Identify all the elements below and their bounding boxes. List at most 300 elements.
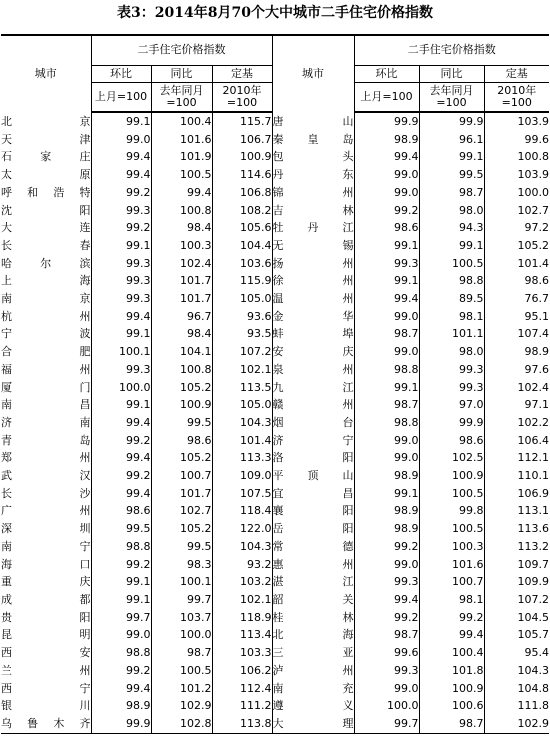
table-row [1, 485, 549, 503]
left-mom-cell: 99.4 [91, 449, 151, 467]
left-city-cell: 郑州 [1, 451, 91, 465]
left-fixed-cell: 104.3 [212, 538, 272, 556]
right-yoy-cell: 101.8 [419, 662, 484, 680]
right-yoy-cell: 94.3 [419, 219, 484, 237]
left-mom-cell: 99.1 [91, 237, 151, 255]
column-header-yoy: 同比 [419, 65, 484, 82]
right-mom-cell: 98.9 [354, 467, 419, 485]
left-yoy-cell: 101.7 [151, 272, 212, 290]
left-city-cell: 呼和浩特 [1, 185, 91, 199]
column-subheader-yoy-base: 去年同月=100 [419, 82, 484, 112]
right-mom-cell: 98.8 [354, 414, 419, 432]
right-yoy-cell: 100.5 [419, 485, 484, 503]
right-fixed-cell: 100.8 [484, 148, 549, 166]
left-city-cell: 南宁 [1, 539, 91, 553]
left-yoy-cell: 105.2 [151, 520, 212, 538]
table-row [1, 219, 549, 237]
table-row [1, 379, 549, 397]
table-row [1, 361, 549, 379]
left-city-cell: 兰州 [1, 663, 91, 677]
right-mom-cell: 99.1 [354, 485, 419, 503]
right-yoy-cell: 99.4 [419, 626, 484, 644]
left-fixed-cell: 93.6 [212, 308, 272, 326]
right-fixed-cell: 113.6 [484, 520, 549, 538]
left-mom-cell: 99.3 [91, 272, 151, 290]
table-row [1, 290, 549, 308]
right-city-cell: 韶关 [272, 591, 354, 609]
right-city-cell: 桂林 [272, 609, 354, 627]
left-fixed-cell: 105.0 [212, 290, 272, 308]
table-row [1, 538, 549, 556]
table-row [1, 202, 549, 220]
right-fixed-cell: 111.8 [484, 697, 549, 715]
right-yoy-cell: 99.9 [419, 112, 484, 131]
left-fixed-cell: 100.9 [212, 148, 272, 166]
right-yoy-cell: 97.0 [419, 396, 484, 414]
right-yoy-cell: 98.7 [419, 184, 484, 202]
right-yoy-cell: 100.5 [419, 520, 484, 538]
column-header-group: 二手住宅价格指数 [91, 35, 272, 65]
left-mom-cell: 99.1 [91, 396, 151, 414]
left-mom-cell: 99.2 [91, 556, 151, 574]
right-fixed-cell: 101.4 [484, 255, 549, 273]
left-mom-cell: 99.2 [91, 219, 151, 237]
left-mom-cell: 99.3 [91, 202, 151, 220]
column-header-fixed: 定基 [212, 65, 272, 82]
left-city-cell: 济南 [1, 415, 91, 429]
left-city-cell: 南昌 [1, 398, 91, 412]
left-yoy-cell: 100.0 [151, 626, 212, 644]
left-city-cell: 大连 [1, 221, 91, 235]
right-city-cell: 三亚 [272, 644, 354, 662]
right-yoy-cell: 101.1 [419, 325, 484, 343]
left-mom-cell: 99.1 [91, 591, 151, 609]
right-fixed-cell: 107.4 [484, 325, 549, 343]
left-fixed-cell: 106.7 [212, 131, 272, 149]
left-city-cell: 石家庄 [1, 150, 91, 164]
left-yoy-cell: 98.7 [151, 644, 212, 662]
right-fixed-cell: 103.9 [484, 112, 549, 131]
left-fixed-cell: 93.2 [212, 556, 272, 574]
left-fixed-cell: 113.3 [212, 449, 272, 467]
left-city-cell: 青岛 [1, 433, 91, 447]
left-yoy-cell: 100.1 [151, 573, 212, 591]
right-mom-cell: 98.9 [354, 502, 419, 520]
left-fixed-cell: 111.2 [212, 697, 272, 715]
left-mom-cell: 99.2 [91, 467, 151, 485]
right-yoy-cell: 89.5 [419, 290, 484, 308]
right-city-cell: 秦皇岛 [272, 131, 354, 149]
left-city-cell: 贵阳 [1, 610, 91, 624]
left-yoy-cell: 100.5 [151, 662, 212, 680]
right-mom-cell: 99.3 [354, 255, 419, 273]
left-city-cell: 昆明 [1, 628, 91, 642]
table-row [1, 697, 549, 715]
left-yoy-cell: 102.8 [151, 715, 212, 733]
left-fixed-cell: 115.9 [212, 272, 272, 290]
right-city-cell: 常德 [272, 538, 354, 556]
right-yoy-cell: 100.7 [419, 573, 484, 591]
right-fixed-cell: 110.1 [484, 467, 549, 485]
left-city-cell: 海口 [1, 557, 91, 571]
left-mom-cell: 99.0 [91, 131, 151, 149]
left-fixed-cell: 122.0 [212, 520, 272, 538]
left-yoy-cell: 105.2 [151, 379, 212, 397]
right-mom-cell: 99.7 [354, 715, 419, 733]
left-city-cell: 北京 [1, 114, 91, 128]
left-fixed-cell: 113.5 [212, 379, 272, 397]
left-city-cell: 天津 [1, 132, 91, 146]
table-row [1, 715, 549, 733]
left-city-cell: 杭州 [1, 309, 91, 323]
right-mom-cell: 99.1 [354, 237, 419, 255]
left-fixed-cell: 105.6 [212, 219, 272, 237]
right-mom-cell: 99.1 [354, 272, 419, 290]
left-city-cell: 福州 [1, 362, 91, 376]
left-yoy-cell: 100.4 [151, 112, 212, 131]
right-mom-cell: 99.1 [354, 379, 419, 397]
right-mom-cell: 99.0 [354, 308, 419, 326]
table-title: 表3：2014年8月70个大中城市二手住宅价格指数 [117, 5, 433, 21]
left-fixed-cell: 114.6 [212, 166, 272, 184]
right-mom-cell: 99.0 [354, 449, 419, 467]
left-yoy-cell: 101.2 [151, 680, 212, 698]
left-fixed-cell: 101.4 [212, 432, 272, 450]
left-yoy-cell: 105.2 [151, 449, 212, 467]
right-city-cell: 丹东 [272, 166, 354, 184]
left-mom-cell: 99.2 [91, 432, 151, 450]
right-city-cell: 锦州 [272, 184, 354, 202]
table-row [1, 131, 549, 149]
left-fixed-cell: 102.1 [212, 361, 272, 379]
left-yoy-cell: 98.6 [151, 432, 212, 450]
left-mom-cell: 99.4 [91, 485, 151, 503]
left-yoy-cell: 102.9 [151, 697, 212, 715]
right-city-cell: 蚌埠 [272, 325, 354, 343]
left-mom-cell: 99.2 [91, 184, 151, 202]
left-fixed-cell: 103.6 [212, 255, 272, 273]
column-subheader-yoy-base: 去年同月=100 [151, 82, 212, 112]
left-yoy-cell: 99.5 [151, 414, 212, 432]
right-city-cell: 温州 [272, 290, 354, 308]
right-mom-cell: 99.3 [354, 662, 419, 680]
left-yoy-cell: 99.5 [151, 538, 212, 556]
left-city-cell: 银川 [1, 699, 91, 713]
left-yoy-cell: 99.4 [151, 184, 212, 202]
right-yoy-cell: 99.1 [419, 237, 484, 255]
left-mom-cell: 99.3 [91, 290, 151, 308]
left-mom-cell: 99.2 [91, 662, 151, 680]
right-city-cell: 包头 [272, 148, 354, 166]
left-fixed-cell: 104.4 [212, 237, 272, 255]
table-row [1, 626, 549, 644]
right-fixed-cell: 102.9 [484, 715, 549, 733]
right-mom-cell: 99.4 [354, 290, 419, 308]
right-fixed-cell: 102.4 [484, 379, 549, 397]
right-fixed-cell: 105.7 [484, 626, 549, 644]
left-fixed-cell: 113.4 [212, 626, 272, 644]
left-fixed-cell: 103.2 [212, 573, 272, 591]
right-fixed-cell: 113.1 [484, 502, 549, 520]
right-mom-cell: 99.0 [354, 166, 419, 184]
left-mom-cell: 99.1 [91, 325, 151, 343]
right-yoy-cell: 98.6 [419, 432, 484, 450]
left-mom-cell: 99.3 [91, 255, 151, 273]
left-yoy-cell: 104.1 [151, 343, 212, 361]
table-row [1, 680, 549, 698]
right-yoy-cell: 101.6 [419, 556, 484, 574]
table-row [1, 432, 549, 450]
column-header-mom: 环比 [354, 65, 419, 82]
left-fixed-cell: 109.0 [212, 467, 272, 485]
column-subheader-mom-base: 上月=100 [91, 82, 151, 112]
left-mom-cell: 98.8 [91, 538, 151, 556]
right-fixed-cell: 104.8 [484, 680, 549, 698]
right-fixed-cell: 105.2 [484, 237, 549, 255]
left-yoy-cell: 98.3 [151, 556, 212, 574]
left-mom-cell: 99.4 [91, 308, 151, 326]
right-yoy-cell: 98.1 [419, 308, 484, 326]
column-header-yoy: 同比 [151, 65, 212, 82]
left-yoy-cell: 101.6 [151, 131, 212, 149]
table-row [1, 325, 549, 343]
right-yoy-cell: 98.7 [419, 715, 484, 733]
left-city-cell: 西安 [1, 646, 91, 660]
column-header-mom: 环比 [91, 65, 151, 82]
right-city-cell: 襄阳 [272, 502, 354, 520]
right-mom-cell: 98.8 [354, 361, 419, 379]
left-fixed-cell: 113.8 [212, 715, 272, 733]
right-yoy-cell: 96.1 [419, 131, 484, 149]
column-subheader-fixed-base: 2010年=100 [212, 82, 272, 112]
right-fixed-cell: 97.6 [484, 361, 549, 379]
right-city-cell: 泉州 [272, 361, 354, 379]
right-city-cell: 烟台 [272, 414, 354, 432]
right-city-cell: 惠州 [272, 556, 354, 574]
left-mom-cell: 98.6 [91, 502, 151, 520]
left-mom-cell: 99.5 [91, 520, 151, 538]
left-fixed-cell: 115.7 [212, 112, 272, 131]
housing-price-index-table [1, 34, 549, 734]
table-row [1, 502, 549, 520]
left-fixed-cell: 102.1 [212, 591, 272, 609]
left-fixed-cell: 118.9 [212, 609, 272, 627]
right-fixed-cell: 106.4 [484, 432, 549, 450]
table-row [1, 414, 549, 432]
table-row [1, 184, 549, 202]
right-city-cell: 唐山 [272, 112, 354, 131]
right-mom-cell: 99.6 [354, 644, 419, 662]
right-city-cell: 安庆 [272, 343, 354, 361]
right-city-cell: 泸州 [272, 662, 354, 680]
right-mom-cell: 99.0 [354, 432, 419, 450]
right-fixed-cell: 95.4 [484, 644, 549, 662]
right-mom-cell: 98.6 [354, 219, 419, 237]
left-city-cell: 长沙 [1, 486, 91, 500]
right-yoy-cell: 98.0 [419, 202, 484, 220]
right-city-cell: 湛江 [272, 573, 354, 591]
left-yoy-cell: 101.9 [151, 148, 212, 166]
right-fixed-cell: 98.9 [484, 343, 549, 361]
left-mom-cell: 99.9 [91, 715, 151, 733]
right-city-cell: 洛阳 [272, 449, 354, 467]
right-yoy-cell: 99.5 [419, 166, 484, 184]
left-yoy-cell: 99.7 [151, 591, 212, 609]
left-city-cell: 重庆 [1, 575, 91, 589]
left-yoy-cell: 101.7 [151, 290, 212, 308]
left-city-cell: 长春 [1, 238, 91, 252]
right-yoy-cell: 100.9 [419, 467, 484, 485]
right-yoy-cell: 99.3 [419, 361, 484, 379]
right-fixed-cell: 95.1 [484, 308, 549, 326]
table-row [1, 591, 549, 609]
right-fixed-cell: 113.2 [484, 538, 549, 556]
left-mom-cell: 99.1 [91, 112, 151, 131]
table-row [1, 449, 549, 467]
right-yoy-cell: 100.5 [419, 255, 484, 273]
left-mom-cell: 99.7 [91, 609, 151, 627]
table-row [1, 644, 549, 662]
right-fixed-cell: 112.1 [484, 449, 549, 467]
table-row [1, 573, 549, 591]
right-city-cell: 徐州 [272, 272, 354, 290]
left-fixed-cell: 105.0 [212, 396, 272, 414]
right-fixed-cell: 102.2 [484, 414, 549, 432]
table-row [1, 255, 549, 273]
left-yoy-cell: 102.4 [151, 255, 212, 273]
right-fixed-cell: 98.6 [484, 272, 549, 290]
right-city-cell: 赣州 [272, 396, 354, 414]
right-mom-cell: 98.7 [354, 396, 419, 414]
table-row [1, 166, 549, 184]
column-subheader-mom-base: 上月=100 [354, 82, 419, 112]
left-city-cell: 沈阳 [1, 203, 91, 217]
right-fixed-cell: 104.5 [484, 609, 549, 627]
right-yoy-cell: 100.3 [419, 538, 484, 556]
table-row [1, 396, 549, 414]
right-mom-cell: 99.3 [354, 573, 419, 591]
right-fixed-cell: 100.0 [484, 184, 549, 202]
left-yoy-cell: 98.4 [151, 219, 212, 237]
right-mom-cell: 99.2 [354, 538, 419, 556]
right-yoy-cell: 98.1 [419, 591, 484, 609]
column-header-group: 二手住宅价格指数 [354, 35, 549, 65]
right-yoy-cell: 98.0 [419, 343, 484, 361]
right-city-cell: 南充 [272, 680, 354, 698]
right-fixed-cell: 97.2 [484, 219, 549, 237]
left-city-cell: 太原 [1, 168, 91, 182]
table-row [1, 556, 549, 574]
right-city-cell: 北海 [272, 626, 354, 644]
right-mom-cell: 99.0 [354, 184, 419, 202]
left-yoy-cell: 100.8 [151, 202, 212, 220]
left-fixed-cell: 107.5 [212, 485, 272, 503]
table-row [1, 237, 549, 255]
left-fixed-cell: 103.3 [212, 644, 272, 662]
column-header-fixed: 定基 [484, 65, 549, 82]
left-mom-cell: 99.3 [91, 361, 151, 379]
right-city-cell: 济宁 [272, 432, 354, 450]
right-yoy-cell: 99.9 [419, 414, 484, 432]
right-city-cell: 扬州 [272, 255, 354, 273]
left-yoy-cell: 98.4 [151, 325, 212, 343]
left-mom-cell: 98.9 [91, 697, 151, 715]
right-mom-cell: 98.9 [354, 520, 419, 538]
table-row [1, 148, 549, 166]
left-yoy-cell: 96.7 [151, 308, 212, 326]
left-city-cell: 武汉 [1, 469, 91, 483]
left-city-cell: 成都 [1, 592, 91, 606]
left-city-cell: 合肥 [1, 345, 91, 359]
table-row [1, 520, 549, 538]
left-fixed-cell: 106.8 [212, 184, 272, 202]
left-city-cell: 西宁 [1, 681, 91, 695]
left-yoy-cell: 101.7 [151, 485, 212, 503]
right-yoy-cell: 100.4 [419, 644, 484, 662]
right-mom-cell: 98.9 [354, 131, 419, 149]
left-yoy-cell: 102.7 [151, 502, 212, 520]
right-yoy-cell: 99.8 [419, 502, 484, 520]
left-mom-cell: 99.1 [91, 573, 151, 591]
table-row [1, 308, 549, 326]
right-fixed-cell: 97.1 [484, 396, 549, 414]
left-fixed-cell: 106.2 [212, 662, 272, 680]
left-mom-cell: 99.4 [91, 148, 151, 166]
right-yoy-cell: 98.8 [419, 272, 484, 290]
right-fixed-cell: 99.6 [484, 131, 549, 149]
left-city-cell: 哈尔滨 [1, 256, 91, 270]
left-city-cell: 宁波 [1, 327, 91, 341]
right-fixed-cell: 76.7 [484, 290, 549, 308]
right-mom-cell: 99.0 [354, 343, 419, 361]
right-fixed-cell: 109.7 [484, 556, 549, 574]
right-city-cell: 岳阳 [272, 520, 354, 538]
left-fixed-cell: 108.2 [212, 202, 272, 220]
left-fixed-cell: 93.5 [212, 325, 272, 343]
left-yoy-cell: 100.5 [151, 166, 212, 184]
left-yoy-cell: 103.7 [151, 609, 212, 627]
right-yoy-cell: 99.3 [419, 379, 484, 397]
right-yoy-cell: 99.2 [419, 609, 484, 627]
left-mom-cell: 98.8 [91, 644, 151, 662]
left-yoy-cell: 100.8 [151, 361, 212, 379]
table-row [1, 609, 549, 627]
table-row [1, 112, 549, 131]
left-yoy-cell: 100.7 [151, 467, 212, 485]
right-mom-cell: 99.0 [354, 680, 419, 698]
left-mom-cell: 99.4 [91, 166, 151, 184]
table-body [1, 112, 549, 733]
right-fixed-cell: 107.2 [484, 591, 549, 609]
right-mom-cell: 98.7 [354, 325, 419, 343]
right-mom-cell: 99.4 [354, 148, 419, 166]
right-city-cell: 遵义 [272, 697, 354, 715]
right-mom-cell: 99.9 [354, 112, 419, 131]
right-fixed-cell: 106.9 [484, 485, 549, 503]
right-city-cell: 大理 [272, 715, 354, 733]
left-city-cell: 乌鲁木齐 [1, 715, 91, 733]
table-row [1, 343, 549, 361]
left-mom-cell: 99.0 [91, 626, 151, 644]
table-row [1, 272, 549, 290]
left-mom-cell: 100.1 [91, 343, 151, 361]
left-city-cell: 厦门 [1, 380, 91, 394]
right-fixed-cell: 104.3 [484, 662, 549, 680]
right-city-cell: 吉林 [272, 202, 354, 220]
right-city-cell: 牡丹江 [272, 219, 354, 237]
right-city-cell: 金华 [272, 308, 354, 326]
left-city-cell: 南京 [1, 292, 91, 306]
